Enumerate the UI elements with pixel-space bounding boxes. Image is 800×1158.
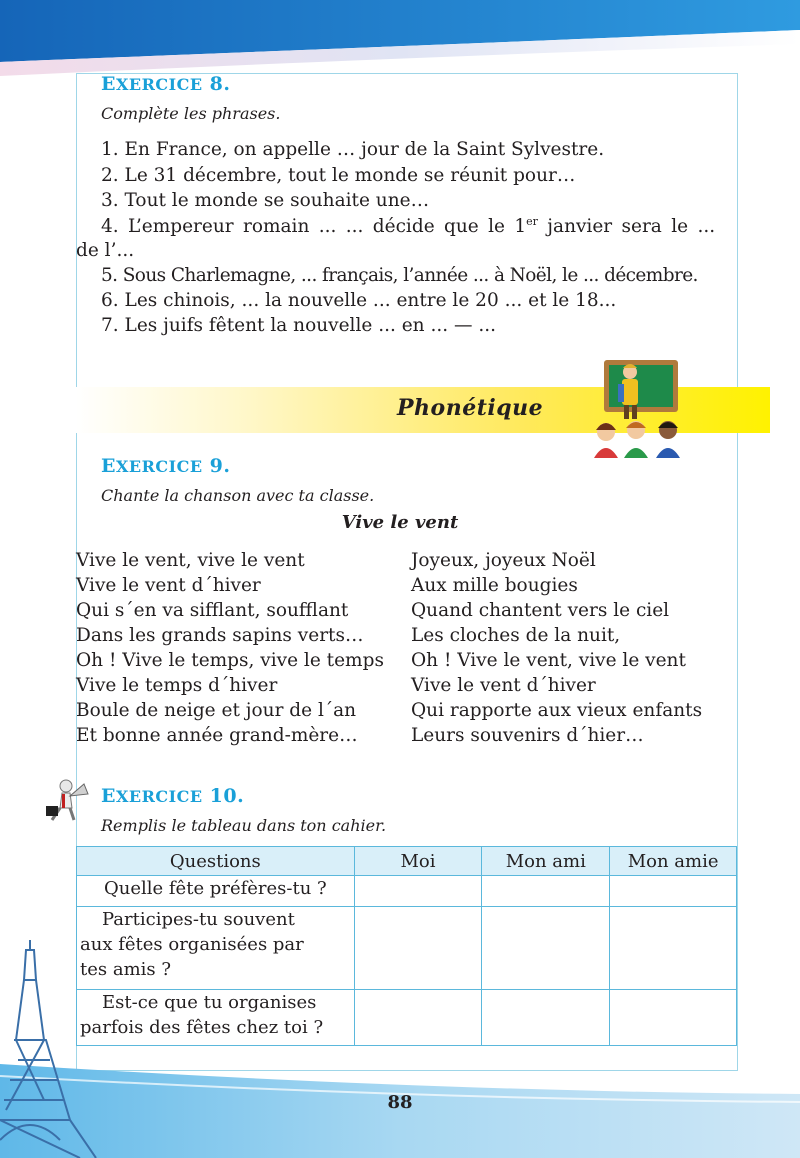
exercise-10-instruction: Remplis le tableau dans ton cahier. <box>101 816 387 835</box>
exercise-9-instruction: Chante la chanson avec ta classe. <box>101 486 375 505</box>
song-line: Oh ! Vive le vent, vive le vent <box>411 650 686 671</box>
song-line: Boule de neige et jour de l´an <box>76 700 357 721</box>
megaphone-figure-icon <box>40 776 96 824</box>
exercise-8-instruction: Complète les phrases. <box>101 104 281 123</box>
answer-cell <box>354 907 482 990</box>
song-column-left <box>76 548 384 748</box>
song-line: Qui s´en va sifflant, soufflant <box>76 600 349 621</box>
song-title: Vive le vent <box>341 512 459 533</box>
table-row <box>77 907 737 990</box>
song-line: Dans les grands sapins verts… <box>76 625 364 646</box>
sentence-4-continued: de l’... <box>76 240 135 261</box>
column-header: Moi <box>354 847 482 876</box>
question-line: tes amis ? <box>80 959 172 980</box>
exercise-8-title: EXERCICE 8. <box>101 73 231 95</box>
column-header: Mon ami <box>482 847 610 876</box>
eiffel-tower-illustration <box>0 940 110 1158</box>
song-line: Quand chantent vers le ciel <box>411 600 670 621</box>
classroom-illustration <box>590 354 686 462</box>
song-line: Vive le vent d´hiver <box>76 575 261 596</box>
song-line: Oh ! Vive le temps, vive le temps <box>76 650 384 671</box>
answer-cell <box>354 990 482 1046</box>
column-header: Questions <box>77 847 355 876</box>
song-line: Leurs souvenirs d´hier… <box>411 725 644 746</box>
survey-table <box>76 846 737 1046</box>
phonetique-title: Phonétique <box>397 395 544 421</box>
question-cell <box>77 876 355 907</box>
question-line: Participes-tu souvent <box>102 909 295 930</box>
answer-cell <box>482 876 610 907</box>
sentence-6: 6. Les chinois, ... la nouvelle ... entre le 20 ... et le 18... <box>101 290 617 311</box>
song-line: Les cloches de la nuit, <box>411 625 621 646</box>
header-band <box>0 0 800 80</box>
table-row <box>77 876 737 907</box>
song-line: Et bonne année grand-mère… <box>76 725 358 746</box>
answer-cell <box>482 907 610 990</box>
song-line: Vive le vent, vive le vent <box>76 550 305 571</box>
question-line: Quelle fête préfères-tu ? <box>104 878 327 899</box>
question-cell <box>77 990 355 1046</box>
exercise-10-title: EXERCICE 10. <box>101 785 245 807</box>
exercise-9-title: EXERCICE 9. <box>101 455 231 477</box>
answer-cell <box>610 907 737 990</box>
answer-cell <box>354 876 482 907</box>
song-line: Aux mille bougies <box>411 575 578 596</box>
column-header: Mon amie <box>610 847 737 876</box>
sentence-2: 2. Le 31 décembre, tout le monde se réunit pour… <box>101 165 576 186</box>
question-line: aux fêtes organisées par <box>80 934 304 955</box>
song-line: Joyeux, joyeux Noël <box>411 550 596 571</box>
question-line: parfois des fêtes chez toi ? <box>80 1017 324 1038</box>
table-row <box>77 990 737 1046</box>
answer-cell <box>610 876 737 907</box>
question-line: Est-ce que tu organises <box>102 992 317 1013</box>
sentence-1: 1. En France, on appelle … jour de la Saint Sylvestre. <box>101 139 605 160</box>
answer-cell <box>610 990 737 1046</box>
sentence-5: 5. Sous Charlemagne, ... français, l’année ... à Noël, le ... décembre. <box>101 265 698 286</box>
song-line: Qui rapporte aux vieux enfants <box>411 700 703 721</box>
song-line: Vive le vent d´hiver <box>411 675 596 696</box>
answer-cell <box>482 990 610 1046</box>
sentence-4: 4. L’empereur romain ... ... décide que le 1er janvier sera le ... <box>101 215 716 238</box>
song-line: Vive le temps d´hiver <box>76 675 278 696</box>
sentence-7: 7. Les juifs fêtent la nouvelle ... en ... — ... <box>101 315 497 336</box>
page-number: 88 <box>387 1092 413 1113</box>
song-column-right <box>411 548 702 748</box>
question-cell <box>77 907 355 990</box>
sentence-3: 3. Tout le monde se souhaite une… <box>101 190 430 211</box>
table-header-row <box>77 847 737 876</box>
